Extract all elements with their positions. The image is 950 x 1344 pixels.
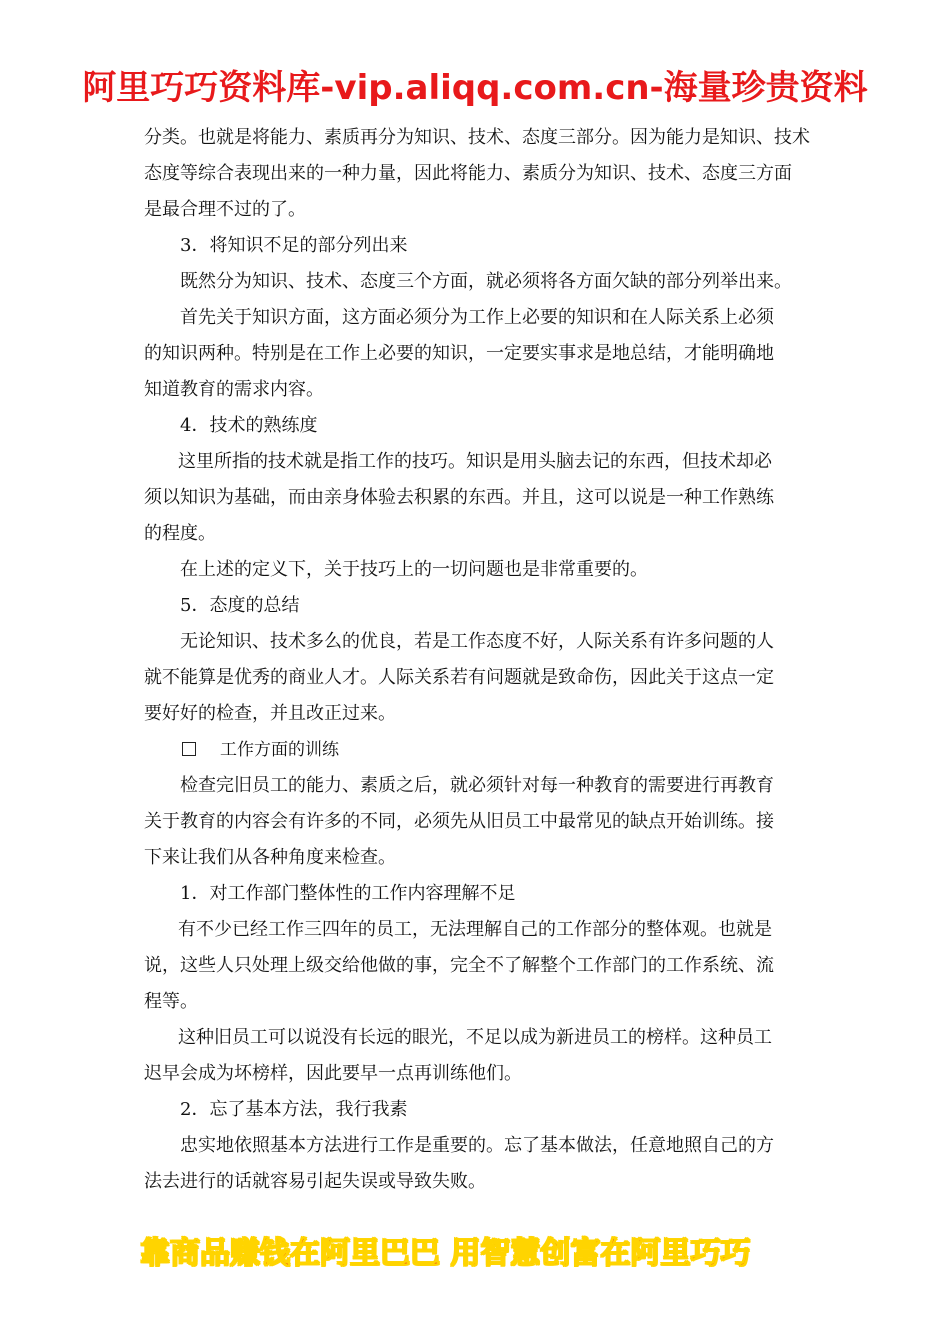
paragraph-line: 程等。 [144, 991, 198, 1012]
paragraph-line: 须以知识为基础，而由亲身体验去积累的东西。并且，这可以说是一种工作熟练 [144, 487, 774, 508]
paragraph-line: 的知识两种。特别是在工作上必要的知识，一定要实事求是地总结，才能明确地 [144, 343, 774, 364]
subheading-3: 3．将知识不足的部分列出来 [180, 235, 408, 256]
paragraph-line: 说，这些人只处理上级交给他做的事，完全不了解整个工作部门的工作系统、流 [144, 955, 774, 976]
checkbox-icon [182, 742, 196, 756]
paragraph-line: 就不能算是优秀的商业人才。人际关系若有问题就是致命伤，因此关于这点一定 [144, 667, 774, 688]
paragraph-line: 知道教育的需求内容。 [144, 379, 324, 400]
subheading-2: 2．忘了基本方法，我行我素 [180, 1099, 408, 1120]
section-heading [144, 732, 812, 768]
paragraph-line: 这种旧员工可以说没有长远的眼光，不足以成为新进员工的榜样。这种员工 [178, 1027, 772, 1048]
paragraph-line: 忠实地依照基本方法进行工作是重要的。忘了基本做法，任意地照自己的方 [180, 1135, 774, 1156]
subheading-5: 5．态度的总结 [180, 595, 300, 616]
header-banner: 阿里巧巧资料库-vip.aliqq.com.cn-海量珍贵资料 [82, 68, 868, 108]
paragraph-line: 首先关于知识方面，这方面必须分为工作上必要的知识和在人际关系上必须 [180, 307, 774, 328]
paragraph-line: 既然分为知识、技术、态度三个方面，就必须将各方面欠缺的部分列举出来。 [180, 271, 792, 292]
paragraph-line: 在上述的定义下，关于技巧上的一切问题也是非常重要的。 [180, 559, 648, 580]
paragraph-line: 检查完旧员工的能力、素质之后，就必须针对每一种教育的需要进行再教育 [180, 775, 774, 796]
paragraph-line: 这里所指的技术就是指工作的技巧。知识是用头脑去记的东西，但技术却必 [178, 451, 772, 472]
paragraph-line: 迟早会成为坏榜样，因此要早一点再训练他们。 [144, 1063, 522, 1084]
paragraph-line: 是最合理不过的了。 [144, 199, 306, 220]
paragraph-line: 下来让我们从各种角度来检查。 [144, 847, 396, 868]
paragraph-line: 要好好的检查，并且改正过来。 [144, 703, 396, 724]
paragraph-line: 的程度。 [144, 523, 216, 544]
paragraph-line: 有不少已经工作三四年的员工，无法理解自己的工作部分的整体观。也就是 [178, 919, 772, 940]
section-heading-label: 工作方面的训练 [220, 740, 339, 760]
paragraph-line: 无论知识、技术多么的优良，若是工作态度不好，人际关系有许多问题的人 [180, 631, 774, 652]
subheading-1: 1．对工作部门整体性的工作内容理解不足 [180, 883, 516, 904]
footer-banner: 靠商品赚钱在阿里巴巴 用智慧创富在阿里巧巧 [140, 1236, 751, 1271]
paragraph-line: 法去进行的话就容易引起失误或导致失败。 [144, 1171, 486, 1192]
paragraph-line: 关于教育的内容会有许多的不同，必须先从旧员工中最常见的缺点开始训练。接 [144, 811, 774, 832]
paragraph-line: 态度等综合表现出来的一种力量，因此将能力、素质分为知识、技术、态度三方面 [144, 163, 792, 184]
document-body [144, 120, 812, 1200]
paragraph-line: 分类。也就是将能力、素质再分为知识、技术、态度三部分。因为能力是知识、技术 [144, 127, 810, 148]
subheading-4: 4．技术的熟练度 [180, 415, 318, 436]
